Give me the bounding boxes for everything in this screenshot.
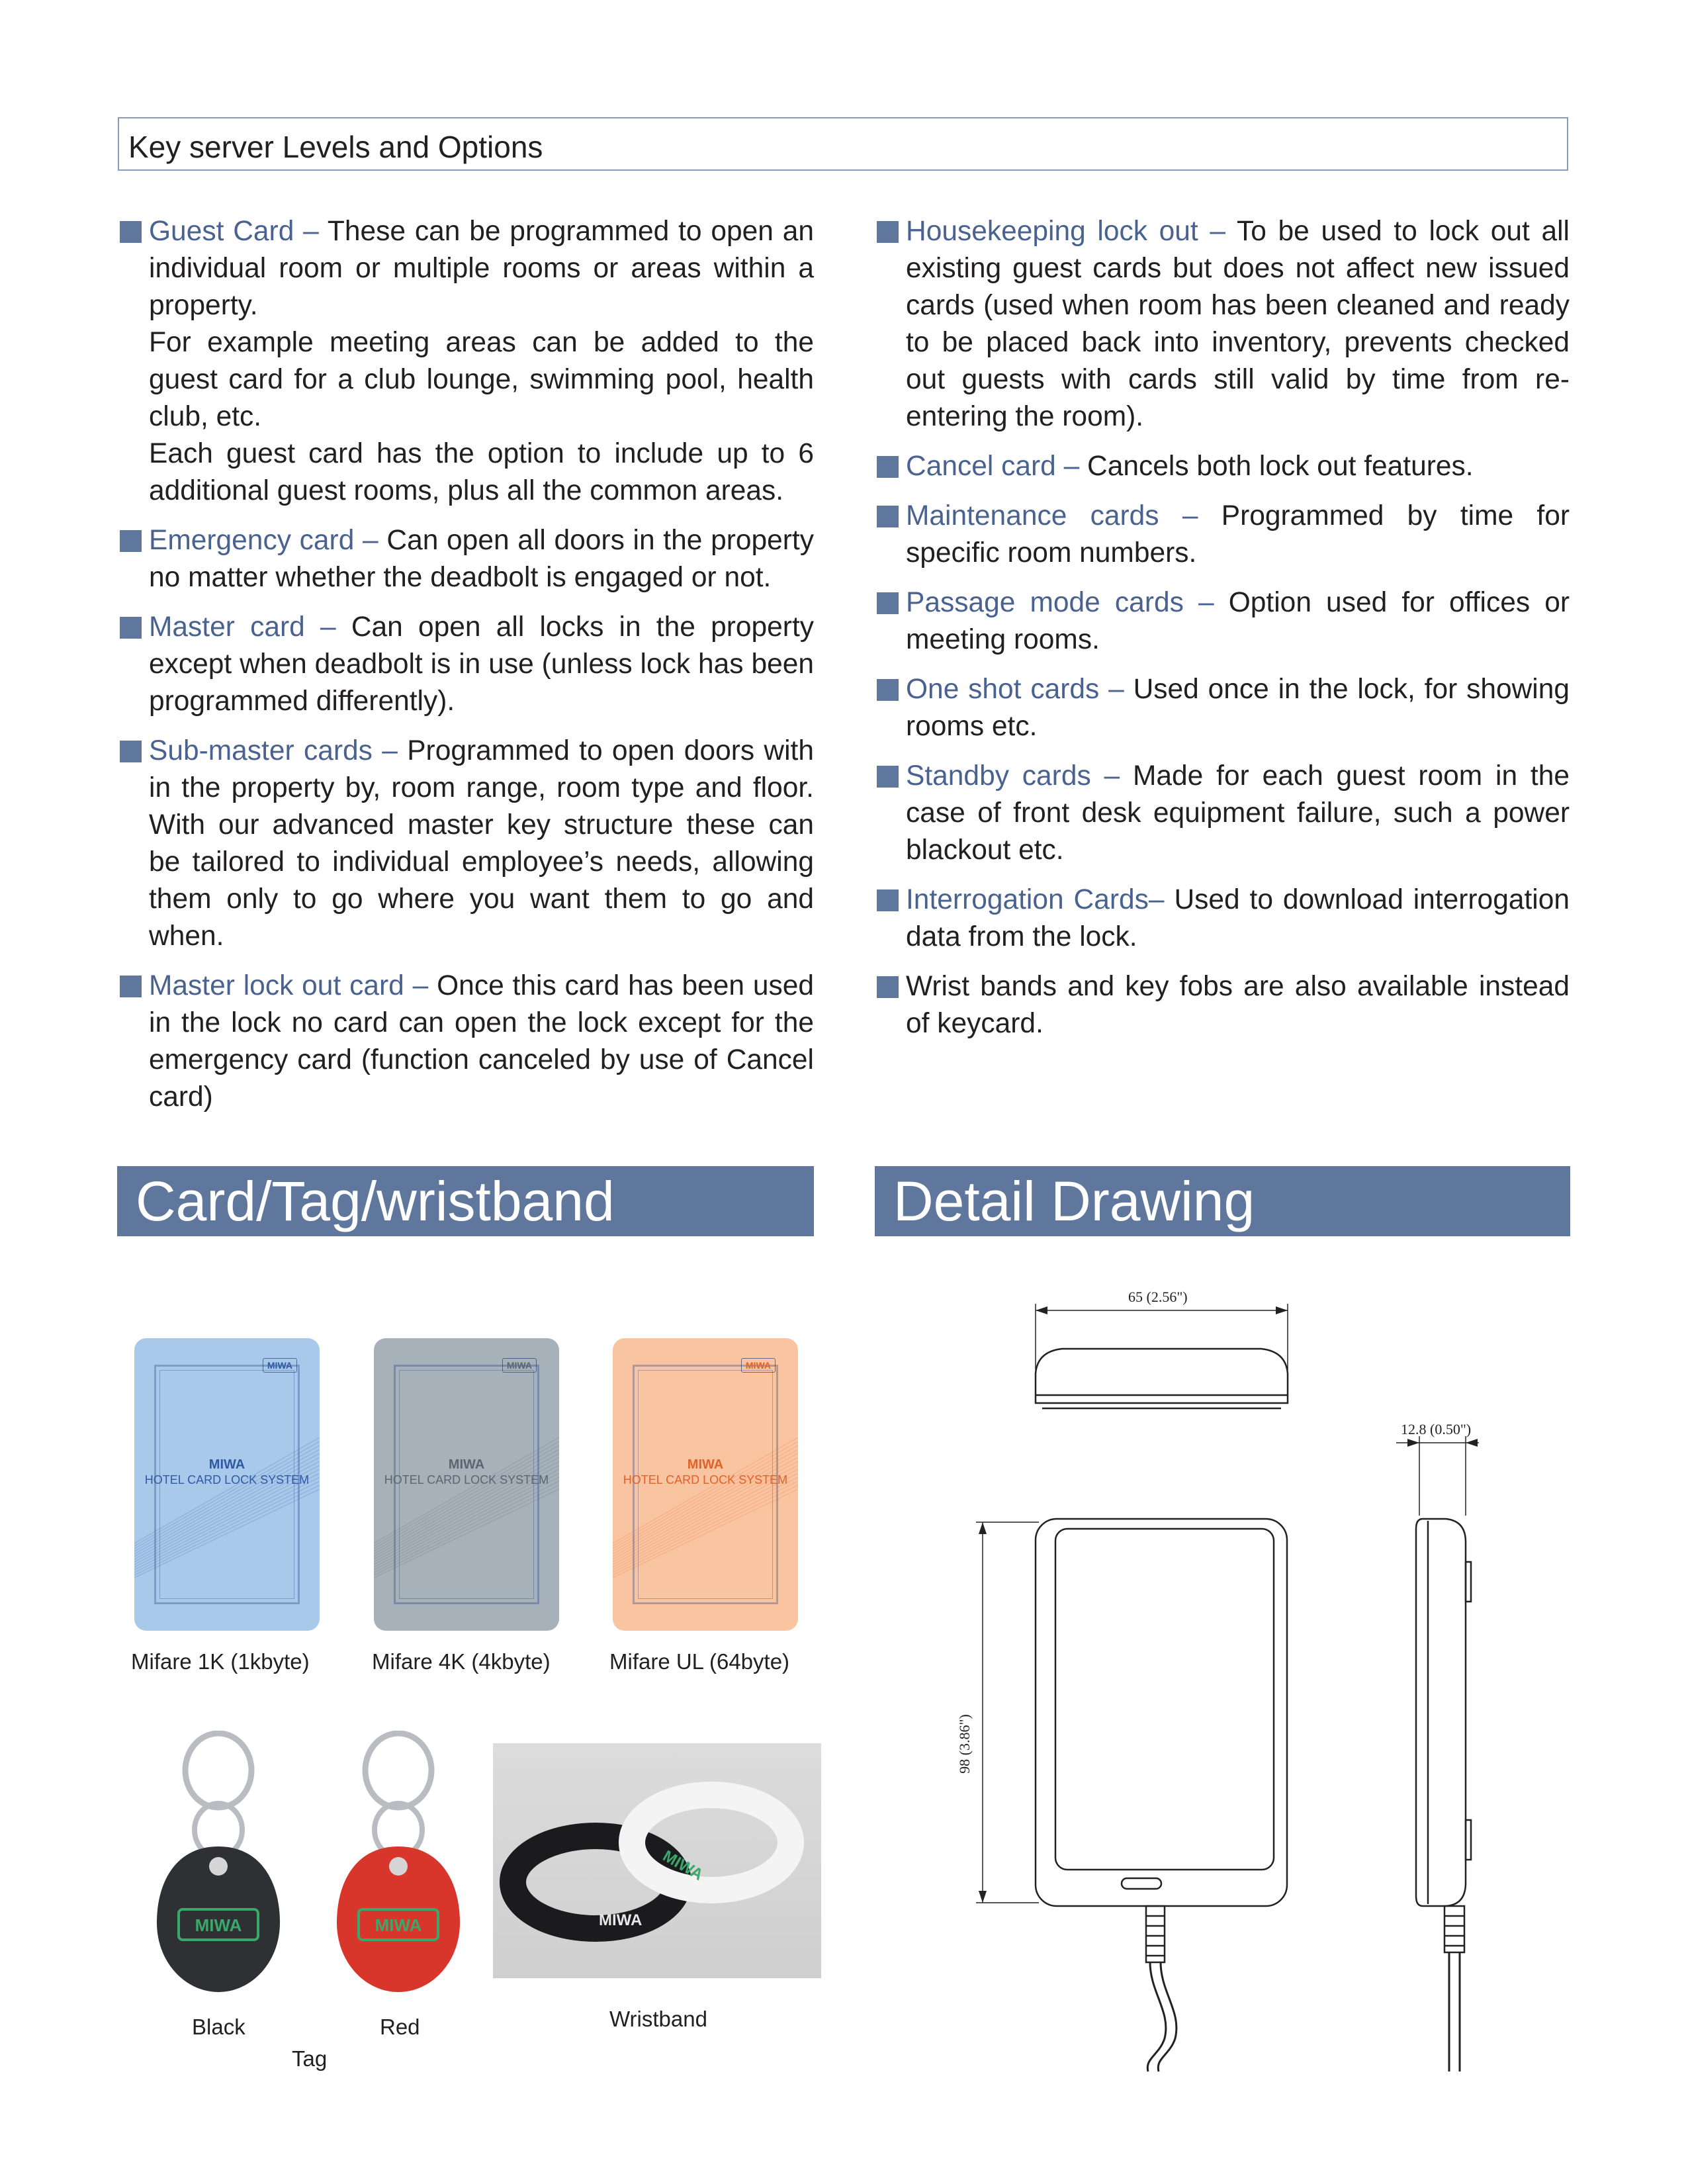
bullet-term: Emergency card – bbox=[149, 525, 378, 556]
left-column bbox=[118, 213, 814, 1128]
bullet-term: Cancel card – bbox=[906, 451, 1080, 482]
left-bullet-item bbox=[118, 213, 814, 510]
card-logo: MIWA bbox=[741, 1358, 776, 1373]
black-wristband-logo: MIWA bbox=[599, 1911, 643, 1929]
bullet-paragraph bbox=[149, 733, 814, 955]
bullet-term: One shot cards – bbox=[906, 674, 1124, 705]
reader-technical-drawing bbox=[920, 1277, 1548, 2078]
bullet-text: These can be programmed to open an individual room or multiple rooms or areas within a property. bbox=[149, 216, 814, 321]
right-bullet-item bbox=[875, 213, 1570, 435]
left-bullet-item bbox=[118, 968, 814, 1116]
black-tag-caption: Black bbox=[192, 2015, 245, 2039]
bullet-text: Option used for offices or meeting rooms. bbox=[906, 587, 1570, 655]
bullet-square-icon bbox=[877, 456, 899, 478]
card-logo: MIWA bbox=[502, 1358, 537, 1373]
key-card-image bbox=[374, 1338, 559, 1631]
bullet-square-icon bbox=[120, 617, 142, 639]
card-system-text: HOTEL CARD LOCK SYSTEM bbox=[384, 1473, 549, 1486]
bullet-term: Master lock out card – bbox=[149, 970, 429, 1001]
bullet-square-icon bbox=[877, 221, 899, 243]
tag-group-caption: Tag bbox=[292, 2046, 328, 2071]
bullet-text: Used once in the lock, for showing rooms etc. bbox=[906, 674, 1570, 742]
card-caption: Mifare 1K (1kbyte) bbox=[131, 1649, 310, 1674]
bullet-term: Maintenance cards – bbox=[906, 500, 1198, 531]
left-bullet-item bbox=[118, 522, 814, 596]
bullet-paragraph bbox=[149, 609, 814, 720]
bullet-square-icon bbox=[120, 741, 142, 762]
left-bullet-item bbox=[118, 733, 814, 955]
bullet-paragraph bbox=[906, 448, 1570, 485]
red-tag-logo: MIWA bbox=[375, 1915, 422, 1935]
key-card-image bbox=[134, 1338, 320, 1631]
section-header-title: Key server Levels and Options bbox=[128, 130, 543, 164]
bullet-paragraph bbox=[906, 968, 1570, 1042]
bullet-text: To be used to lock out all existing guest cards but does not affect new issued cards (used when room has been cleaned and ready to be placed back into inventory, prevents checked out guests with cards still valid by time from re-entering the room). bbox=[906, 216, 1570, 432]
bullet-paragraph bbox=[906, 758, 1570, 869]
right-bullet-item bbox=[875, 584, 1570, 659]
card-caption: Mifare UL (64byte) bbox=[609, 1649, 790, 1674]
bullet-square-icon bbox=[877, 592, 899, 614]
bullet-square-icon bbox=[877, 679, 899, 701]
card-brand: MIWA bbox=[687, 1457, 724, 1472]
card-system-text: HOTEL CARD LOCK SYSTEM bbox=[144, 1473, 310, 1486]
card-wave-pattern bbox=[134, 1411, 320, 1583]
bullet-paragraph bbox=[149, 324, 814, 435]
bullet-text: Made for each guest room in the case of front desk equipment failure, such a power blackout etc. bbox=[906, 760, 1570, 866]
right-bullet-item bbox=[875, 498, 1570, 572]
bullet-paragraph bbox=[906, 671, 1570, 745]
bullet-paragraph bbox=[906, 882, 1570, 956]
bullet-square-icon bbox=[877, 506, 899, 527]
wristband-photo bbox=[493, 1743, 821, 1978]
bullet-term: Standby cards – bbox=[906, 760, 1120, 792]
left-bullet-item bbox=[118, 609, 814, 720]
bullet-term: Sub-master cards – bbox=[149, 735, 398, 766]
card-tag-wristband-banner: Card/Tag/wristband bbox=[117, 1166, 814, 1236]
card-logo: MIWA bbox=[263, 1358, 297, 1373]
height-dimension-label: 98 (3.86") bbox=[956, 1714, 973, 1774]
right-bullet-item bbox=[875, 758, 1570, 869]
bullet-text: Each guest card has the option to include up to 6 additional guest rooms, plus all the common areas. bbox=[149, 438, 814, 506]
white-wristband-logo: MIWA bbox=[660, 1846, 707, 1884]
black-tag-image bbox=[149, 1731, 288, 2002]
bullet-square-icon bbox=[877, 766, 899, 788]
detail-drawing-banner: Detail Drawing bbox=[875, 1166, 1570, 1236]
bullet-text: Can open all doors in the property no matter whether the deadbolt is engaged or not. bbox=[149, 525, 814, 593]
bullet-paragraph bbox=[149, 435, 814, 510]
bullet-text: Wrist bands and key fobs are also available instead of keycard. bbox=[906, 971, 1570, 1039]
bullet-square-icon bbox=[877, 889, 899, 911]
bullet-paragraph bbox=[906, 498, 1570, 572]
bullet-term: Housekeeping lock out – bbox=[906, 216, 1226, 247]
right-bullet-item bbox=[875, 671, 1570, 745]
bullet-square-icon bbox=[120, 221, 142, 243]
right-column bbox=[875, 213, 1570, 1055]
bullet-term: Passage mode cards – bbox=[906, 587, 1214, 618]
red-tag-image bbox=[329, 1731, 468, 2002]
black-tag-logo: MIWA bbox=[195, 1915, 242, 1935]
bullet-text: Can open all locks in the property except when deadbolt is in use (unless lock has been programmed differently). bbox=[149, 612, 815, 717]
depth-dimension-label: 12.8 (0.50") bbox=[1401, 1421, 1472, 1437]
card-wave-pattern bbox=[374, 1411, 559, 1583]
bullet-text: For example meeting areas can be added to the guest card for a club lounge, swimming pool, health club, etc. bbox=[149, 327, 814, 432]
red-tag-caption: Red bbox=[380, 2015, 420, 2039]
card-system-text: HOTEL CARD LOCK SYSTEM bbox=[623, 1473, 788, 1486]
bullet-square-icon bbox=[120, 976, 142, 997]
bullet-term: Master card – bbox=[149, 612, 336, 643]
bullet-paragraph bbox=[906, 584, 1570, 659]
bullet-paragraph bbox=[149, 213, 814, 324]
card-wave-pattern bbox=[613, 1411, 798, 1583]
bullet-text: Programmed to open doors with in the property by, room range, room type and floor. With our advanced master key structure these can be tailored to individual employee’s needs, allowing them only to go where you want them to go and when. bbox=[149, 735, 815, 952]
right-bullet-item bbox=[875, 448, 1570, 485]
card-caption: Mifare 4K (4kbyte) bbox=[372, 1649, 551, 1674]
bullet-term: Interrogation Cards– bbox=[906, 884, 1165, 915]
bullet-text: Programmed by time for specific room numbers. bbox=[906, 500, 1570, 569]
right-bullet-item bbox=[875, 882, 1570, 956]
bullet-text: Used to download interrogation data from the lock. bbox=[906, 884, 1570, 952]
key-card-image bbox=[613, 1338, 798, 1631]
bullet-square-icon bbox=[120, 530, 142, 552]
bullet-text: Once this card has been used in the lock no card can open the lock except for the emergency card (function canceled by use of Cancel card) bbox=[149, 970, 814, 1113]
bullet-paragraph bbox=[149, 522, 814, 596]
bullet-paragraph bbox=[906, 213, 1570, 435]
card-brand: MIWA bbox=[208, 1457, 245, 1472]
bullet-text: Cancels both lock out features. bbox=[1087, 451, 1474, 482]
bullet-square-icon bbox=[877, 976, 899, 998]
section-header-box bbox=[118, 117, 1568, 171]
bullet-term: Guest Card – bbox=[149, 216, 319, 247]
bullet-paragraph bbox=[149, 968, 814, 1116]
wristband-caption: Wristband bbox=[609, 2007, 707, 2031]
width-dimension-label: 65 (2.56") bbox=[1128, 1289, 1188, 1305]
right-bullet-item bbox=[875, 968, 1570, 1042]
card-brand: MIWA bbox=[448, 1457, 485, 1472]
